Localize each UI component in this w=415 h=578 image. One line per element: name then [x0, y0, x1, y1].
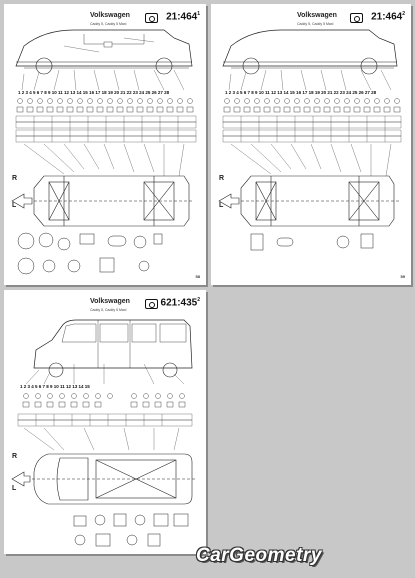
sheet-brand: Volkswagen [90, 12, 130, 19]
sheet-subtitle: Caddy 5, Caddy 5 Maxi [297, 22, 334, 26]
sheet-code: $21:464^2$ [371, 11, 405, 23]
side-label-left: L [12, 202, 17, 209]
page-number: 58 [195, 274, 200, 279]
sheet-subtitle: Caddy 5, Caddy 5 Maxi [90, 22, 127, 26]
side-label-right: R [12, 453, 18, 460]
side-label-right: R [219, 175, 225, 182]
side-label-left: L [12, 485, 17, 492]
page-number: 59 [400, 274, 405, 279]
svg-text:1 2 3 4 5 6 7 8 9 10 11 12 13: 1 2 3 4 5 6 7 8 9 10 11 12 13 14 15 [20, 384, 90, 389]
sheet-brand: Volkswagen [297, 12, 337, 19]
camera-icon [145, 299, 158, 309]
side-label-left: L [219, 202, 224, 209]
svg-text:1 2 3 4 5 6 7 8 9 10 11 12 13: 1 2 3 4 5 6 7 8 9 10 11 12 13 14 15 16 17 18 19 20 21 22 23 24 25 26 27 28 [225, 90, 377, 95]
drawing-sheet-3 [4, 290, 206, 554]
sheet-code: $621:435^2$ [160, 297, 200, 309]
svg-text:1 2 3 4 5 6 7 8 9 10 11 12 13: 1 2 3 4 5 6 7 8 9 10 11 12 13 14 15 16 17 18 19 20 21 22 23 24 25 26 27 28 [18, 90, 170, 95]
sheet-subtitle: Caddy 5, Caddy 5 Maxi [90, 308, 127, 312]
brand-logo: CarGeometry [196, 545, 322, 566]
chassis-drawing-2 [211, 4, 411, 285]
camera-icon [350, 13, 363, 23]
chassis-drawing-1 [4, 4, 206, 285]
sheet-brand: Volkswagen [90, 298, 130, 305]
drawing-sheet-2 [211, 4, 411, 285]
drawing-sheet-1 [4, 4, 206, 285]
sheet-code: $21:464^1$ [166, 11, 200, 23]
camera-icon [145, 13, 158, 23]
side-label-right: R [12, 175, 18, 182]
body-drawing-3 [4, 290, 206, 554]
